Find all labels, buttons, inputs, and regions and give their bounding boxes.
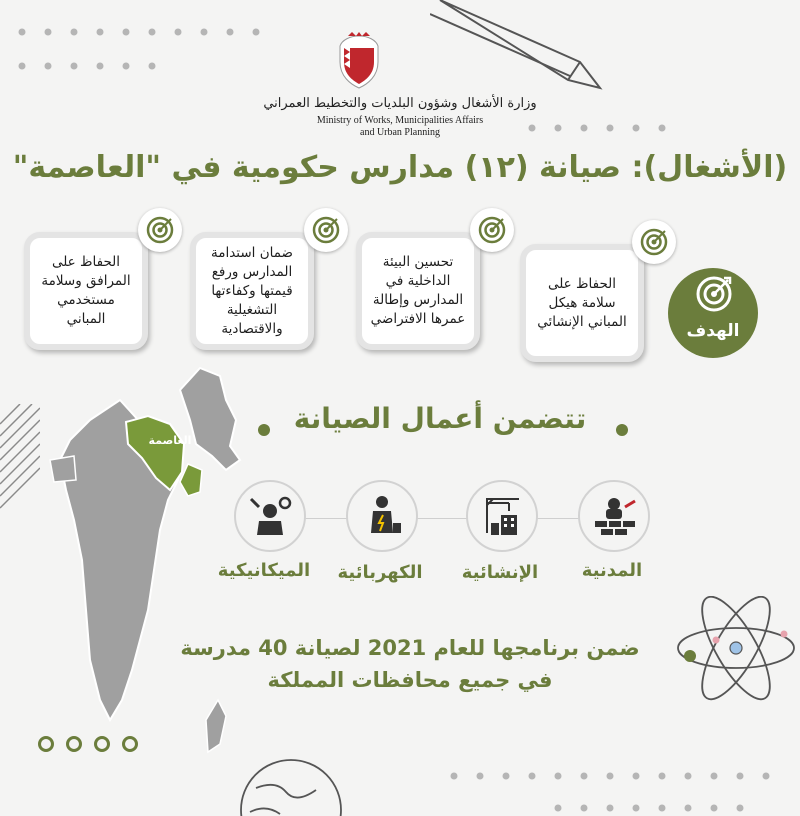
electrician-icon xyxy=(359,493,405,539)
goal-label: الهدف xyxy=(686,321,740,341)
mechanical-circle xyxy=(234,480,306,552)
goal-card-1 xyxy=(520,244,644,362)
program-line2: في جميع محافظات المملكة xyxy=(267,668,553,692)
card-4-target-icon xyxy=(138,208,182,252)
label-civil: المدنية xyxy=(581,560,643,581)
bricklayer-icon xyxy=(591,493,637,539)
ministry-name-en-line2: and Urban Planning xyxy=(360,127,440,138)
label-mechanical: الميكانيكية xyxy=(217,560,311,581)
ministry-name-en-line1: Ministry of Works, Municipalities Affairs xyxy=(316,115,484,126)
decorative-circles-bottom xyxy=(36,734,146,754)
construction-crane-icon xyxy=(479,493,525,539)
decorative-dots-bottom xyxy=(448,770,798,816)
structural-circle xyxy=(466,480,538,552)
goal-card-2-text: تحسين البيئة الداخلية في المدارس وإطالة عمرها الافتراضي xyxy=(370,254,466,327)
goal-card-3 xyxy=(190,232,314,350)
map-region-label: العاصمة xyxy=(148,434,192,447)
card-2-target-icon xyxy=(470,208,514,252)
goal-card-4-text: الحفاظ على المرافق وسلامة مستخدمي المباني xyxy=(41,254,131,327)
ministry-name-en xyxy=(250,115,550,139)
card-1-target-icon xyxy=(632,220,676,264)
goal-card-3-text: ضمان استدامة المدارس ورفع قيمتها وكفاءتها التشغيلية والاقتصادية xyxy=(210,244,294,337)
label-structural: الإنشائية xyxy=(461,562,539,583)
card-3-target-icon xyxy=(304,208,348,252)
page-title: (الأشغال): صيانة (١٢) مدارس حكومية في "العاصمة" xyxy=(12,150,788,185)
connector-line xyxy=(290,518,620,519)
decorative-dots-top xyxy=(18,26,268,86)
ministry-emblem-icon xyxy=(336,32,382,90)
target-icon xyxy=(694,274,734,314)
goal-card-4 xyxy=(24,232,148,350)
program-line1: ضمن برنامجها للعام 2021 لصيانة 40 مدرسة xyxy=(180,636,640,660)
electrical-circle xyxy=(346,480,418,552)
maintenance-title: تتضمن أعمال الصيانة xyxy=(293,402,587,435)
goal-card-1-text: الحفاظ على سلامة هيكل المباني الإنشائي xyxy=(537,275,627,330)
title-dot-left xyxy=(258,424,270,436)
pencil-icon xyxy=(430,0,610,92)
title-dot-right xyxy=(616,424,628,436)
label-electrical: الكهربائية xyxy=(337,562,423,583)
mechanic-icon xyxy=(247,493,293,539)
globe-icon xyxy=(236,752,346,816)
goal-card-2 xyxy=(356,232,480,350)
civil-circle xyxy=(578,480,650,552)
program-dot xyxy=(684,650,696,662)
ministry-name-ar: وزارة الأشغال وشؤون البلديات والتخطيط العمراني xyxy=(263,96,537,111)
decorative-dots-right xyxy=(528,120,688,136)
